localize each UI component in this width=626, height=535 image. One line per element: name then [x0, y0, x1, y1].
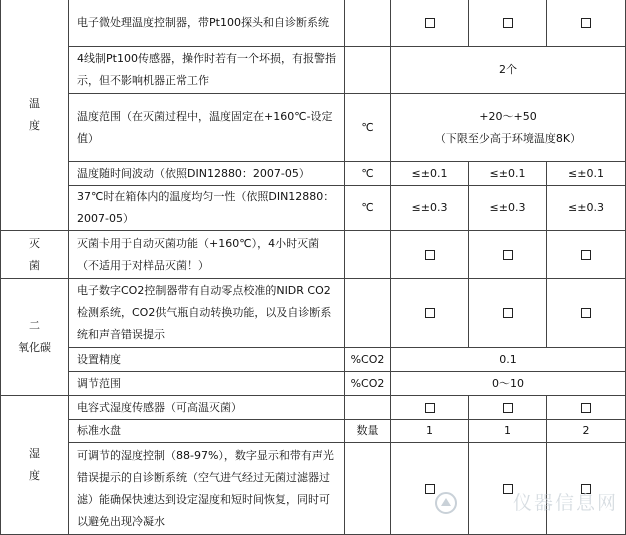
category-co2: 二 氧化碳: [1, 279, 69, 396]
row-desc: 灭菌卡用于自动灭菌功能（+160℃），4小时灭菌（不适用于对样品灭菌！）: [69, 231, 345, 279]
checkbox-icon: [425, 308, 435, 318]
row-unit: ℃: [345, 162, 391, 186]
checkbox-icon: [581, 308, 591, 318]
row-unit: [345, 0, 391, 47]
value-cell: 2: [547, 420, 626, 443]
check-cell: [469, 231, 547, 279]
value-cell: 1: [391, 420, 469, 443]
checkbox-icon: [503, 308, 513, 318]
checkbox-icon: [425, 403, 435, 413]
row-desc: 可调节的湿度控制（88-97%），数字显示和带有声光错误提示的自诊断系统（空气进气经过无菌过滤器过滤）能确保快速达到设定湿度和短时间恢复，同时可以避免出现冷凝水: [69, 443, 345, 535]
row-desc: 电容式湿度传感器（可高温灭菌）: [69, 396, 345, 420]
merged-value: [391, 94, 626, 162]
check-cell: [547, 0, 626, 47]
checkbox-icon: [503, 403, 513, 413]
checkbox-icon: [425, 484, 435, 494]
value-cell: ≤±0.1: [391, 162, 469, 186]
table-row: [1, 47, 626, 94]
watermark-logo-icon: [434, 491, 458, 515]
value-cell: ≤±0.3: [391, 186, 469, 231]
row-unit: ℃: [345, 94, 391, 162]
checkbox-icon: [581, 250, 591, 260]
check-cell: [547, 396, 626, 420]
watermark-text: 仪器信息网: [512, 492, 618, 514]
row-unit: %CO2: [345, 348, 391, 372]
checkbox-icon: [503, 18, 513, 28]
row-unit: [345, 47, 391, 94]
row-desc: 设置精度: [69, 348, 345, 372]
checkbox-icon: [503, 250, 513, 260]
value-cell: ≤±0.3: [469, 186, 547, 231]
value-cell: ≤±0.1: [547, 162, 626, 186]
check-cell: [547, 231, 626, 279]
table-row: [1, 372, 626, 396]
value-cell: ≤±0.3: [547, 186, 626, 231]
category-sterilize: 灭 菌: [1, 231, 69, 279]
check-cell: [391, 0, 469, 47]
row-unit: [345, 231, 391, 279]
row-desc: 电子数字CO2控制器带有自动零点校准的NIDR CO2检测系统，CO2供气瓶自动转换功能，以及自诊断系统和声音错误提示: [69, 279, 345, 348]
table-row: [1, 231, 626, 279]
range-note: （下限至少高于环境温度8K）: [434, 131, 582, 145]
row-unit: %CO2: [345, 372, 391, 396]
check-cell: [469, 0, 547, 47]
row-unit: [345, 443, 391, 535]
row-desc: 37℃时在箱体内的温度均匀一性（依照DIN12880：2007-05）: [69, 186, 345, 231]
category-temperature: 温 度: [1, 0, 69, 231]
row-desc: 4线制Pt100传感器，操作时若有一个坏损，有报警指示，但不影响机器正常工作: [69, 47, 345, 94]
check-cell: [547, 279, 626, 348]
checkbox-icon: [581, 403, 591, 413]
checkbox-icon: [581, 18, 591, 28]
row-unit: 数量: [345, 420, 391, 443]
checkbox-icon: [425, 18, 435, 28]
row-desc: 调节范围: [69, 372, 345, 396]
check-cell: [391, 231, 469, 279]
row-desc: 温度随时间波动（依照DIN12880：2007-05）: [69, 162, 345, 186]
table-row: [1, 348, 626, 372]
row-unit: ℃: [345, 186, 391, 231]
merged-value: 0～10: [391, 372, 626, 396]
check-cell: [469, 279, 547, 348]
table-row: [1, 420, 626, 443]
row-desc: 标准水盘: [69, 420, 345, 443]
checkbox-icon: [425, 250, 435, 260]
check-cell: [469, 396, 547, 420]
value-cell: ≤±0.1: [469, 162, 547, 186]
category-humidity: 湿 度: [1, 396, 69, 535]
table-row: [1, 0, 626, 47]
table-row: [1, 94, 626, 162]
row-unit: [345, 279, 391, 348]
range-line: +20～+50: [479, 109, 537, 123]
value-cell: 1: [469, 420, 547, 443]
row-desc: 电子微处理温度控制器，带Pt100探头和自诊断系统: [69, 0, 345, 47]
table-row: [1, 396, 626, 420]
table-row: [1, 162, 626, 186]
merged-value: 2个: [391, 47, 626, 94]
row-desc: 温度范围（在灭菌过程中，温度固定在+160℃-设定值）: [69, 94, 345, 162]
check-cell: [391, 279, 469, 348]
check-cell: [391, 443, 469, 535]
table-row: [1, 279, 626, 348]
check-cell: [391, 396, 469, 420]
checkbox-icon: [503, 484, 513, 494]
table-row: [1, 186, 626, 231]
merged-value: 0.1: [391, 348, 626, 372]
row-unit: [345, 396, 391, 420]
